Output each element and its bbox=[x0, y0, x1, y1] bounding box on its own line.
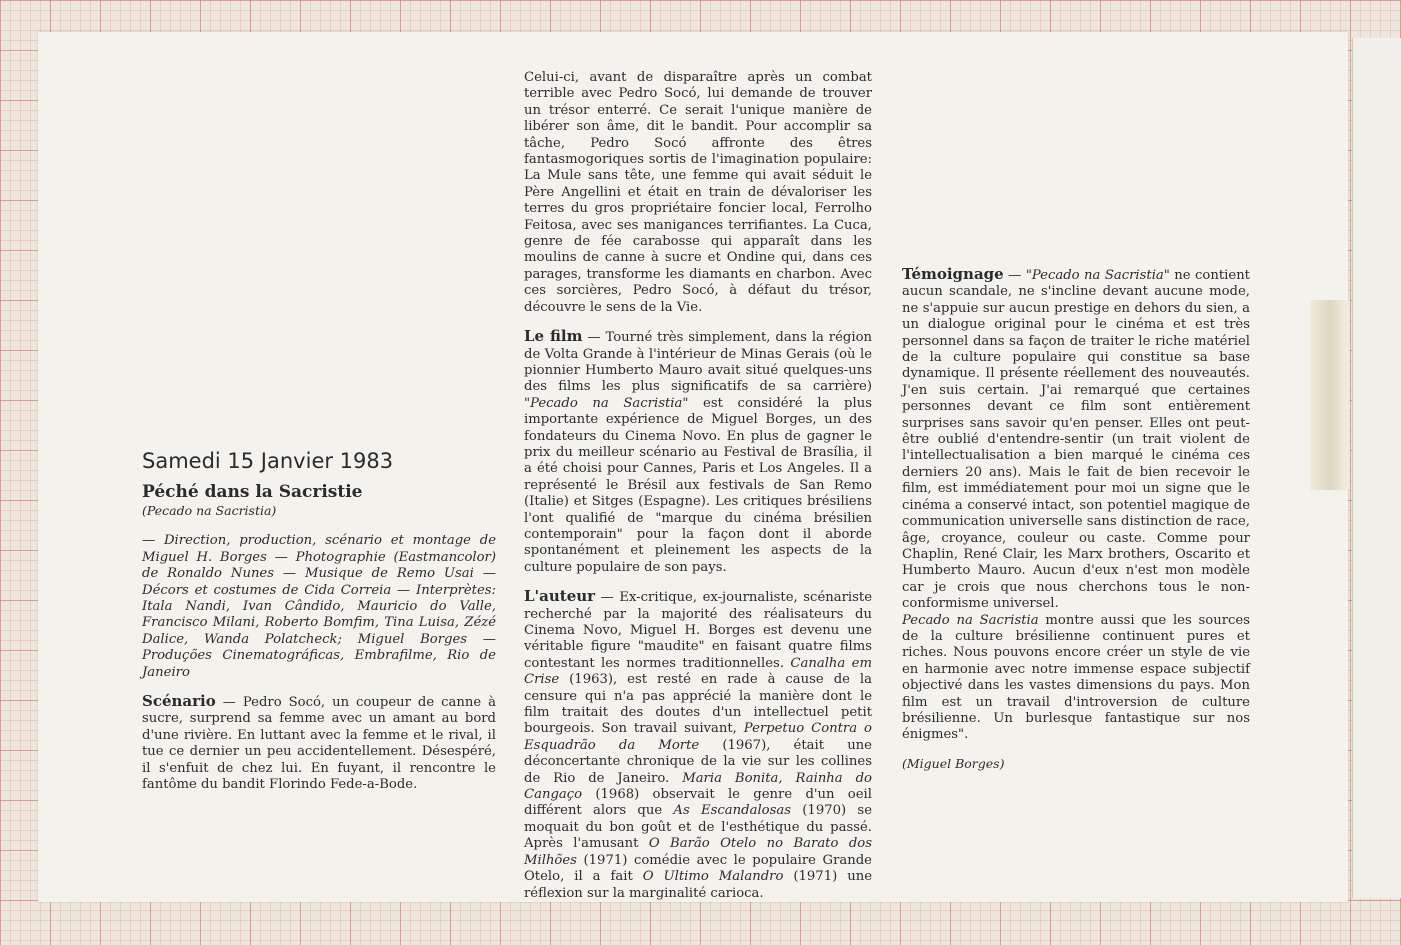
temoignage-paragraph-2 bbox=[902, 613, 1250, 744]
auteur-film-3: Maria Bonita, Rainha do Cangaço bbox=[524, 770, 872, 803]
auteur-film-6: O Ultimo Malandro bbox=[642, 869, 784, 885]
film-heading: Le film bbox=[524, 327, 583, 346]
column-1 bbox=[142, 448, 496, 806]
auteur-text-d: (1968) observait le genre d'un oeil différent alors que bbox=[524, 787, 872, 819]
temoignage-paragraph bbox=[902, 266, 1250, 613]
temoignage-text-b: montre aussi que les sources de la culture brésilienne continuent pures et riches. Nous pouvons encore créer un style de vie en harmonie avec notre immense espace subjectif objectivé dans les vastes dimensions du pays. Mon film est un travail d'introversion de culture brésilienne. Un burlesque fantastique sur nos énigmes". bbox=[902, 612, 1251, 743]
auteur-heading: L'auteur bbox=[524, 587, 596, 606]
original-title: (Pecado na Sacristia) bbox=[142, 503, 277, 518]
scenario-paragraph bbox=[142, 693, 496, 793]
auteur-film-5: O Barão Otelo no Barato dos Milhões bbox=[524, 836, 872, 868]
scenario-heading: Scénario bbox=[142, 692, 216, 711]
column-3 bbox=[902, 70, 1250, 772]
auteur-text-c: (1967), était une déconcertante chronique de la vie sur les collines de Rio de Janeiro. bbox=[524, 737, 872, 786]
auteur-flow-spacer bbox=[902, 70, 1250, 266]
bleed-through-text bbox=[150, 60, 490, 420]
signature: (Miguel Borges) bbox=[902, 755, 1005, 771]
temoignage-dash: — bbox=[1003, 268, 1026, 283]
auteur-text-g: (1971) une réflexion sur la marginalité carioca. bbox=[524, 869, 872, 901]
auteur-film-1: Canalha em Crise bbox=[524, 655, 872, 688]
auteur-film-2: Perpetuo Contra o Esquadrão da Morte bbox=[524, 721, 872, 753]
film-text-b: est considéré la plus importante expérience de Miguel Borges, un des fondateurs du Cinema Novo. En plus de gagner le prix du meilleur scénario au Festival de Brasília, il a été choisi pour Cannes, Paris et Los Angeles. Il a représenté le Brésil aux festivals de San Remo (Italie) et Sitges (Espagne). Les critiques brésiliens l'ont qualifié de "marque du cinéma brésilien contemporain" pour la façon dont il aborde spontanément et pleinement les aspects de la culture populaire de son pays. bbox=[524, 395, 872, 575]
film-title: Péché dans la Sacristie bbox=[142, 482, 363, 502]
screening-date: Samedi 15 Janvier 1983 bbox=[142, 449, 394, 473]
auteur-paragraph bbox=[524, 588, 872, 902]
auteur-film-4: As Escandalosas bbox=[673, 803, 791, 819]
film-title-ref: "Pecado na Sacristia" bbox=[524, 395, 689, 411]
temoignage-text-a: ne contient aucun scandale, ne s'incline devant aucune mode, ne s'appuie sur aucun prestige en dehors du sien, a un dialogue original pour le cinéma et est très personnel dans sa façon de traiter le riche matériel de la culture populaire qui constitue sa base dynamique. Il présente réellement des nouveautés. J'en suis certain. J'ai remarqué que certaines personnes devant ce film sont entièrement surprises sans savoir qu'en penser. Elles ont peut-être oublié d'entendre-sentir (un trait violent de l'intellectualisation a bien marqué le cinéma ces derniers 20 ans). Mais le fait de bien recevoir le film, est immédiatement pour moi un signe que le cinéma a conservé intact, son potentiel magique de communication universelle sans distinction de race, âge, croyance, couleur ou caste. Comme pour Chaplin, René Clair, les Marx brothers, Oscarito et Humberto Mauro. Aucun d'eux n'est mon modèle car je crois que nous cherchons tous le non-conformisme universel. bbox=[902, 268, 1250, 612]
temoignage-title-ref-2: Pecado na Sacristia bbox=[902, 612, 1039, 628]
column-2 bbox=[524, 70, 873, 901]
auteur-text-b: (1963), est resté en rade à cause de la censure qui n'a pas apprécié la manière dont le film traitait des doutes d'un intellectuel petit bourgeois. Son travail suivant, bbox=[524, 672, 872, 737]
temoignage-title-ref: "Pecado na Sacristia" bbox=[1025, 268, 1170, 283]
tape-fold bbox=[1310, 300, 1350, 490]
auteur-text-e: (1970) se moquait du bon goût et de l'esthétique du passé. Après l'amusant bbox=[524, 803, 872, 852]
film-text-a: — Tourné très simplement, dans la région de Volta Grande à l'intérieur de Minas Gerais (où le pionnier Humberto Mauro avait situé quelques-uns des films les plus significatifs de sa carrière) bbox=[524, 330, 873, 395]
scenario-text-1: — Pedro Socó, un coupeur de canne à sucre, surprend sa femme avec un amant au bord d'une rivière. En luttant avec la femme et le rival, il tue ce dernier un peu accidentellement. Désespéré, il s'enfuit de chez lui. En fuyant, il rencontre le fantôme du bandit Florindo Fede-a-Bode. bbox=[142, 695, 496, 793]
temoignage-heading: Témoignage bbox=[902, 265, 1004, 283]
film-credits: — Direction, production, scénario et montage de Miguel H. Borges — Photographie (Eastmancolor) de Ronaldo Nunes — Musique de Remo Usai — Décors et costumes de Cida Correia — Interprètes: Itala Nandi, Ivan Cândido, Mauricio do Valle, Francisco Milani, Roberto Bomfim, Tina Luisa, Zézé Dalice, Wanda Polatcheck; Miguel Borges — Produções Cinematográficas, Embrafilme, Rio de Janeiro bbox=[142, 533, 496, 680]
auteur-text-f: (1971) comédie avec le populaire Grande Otelo, il a fait bbox=[524, 852, 872, 885]
scenario-continued: Celui-ci, avant de disparaître après un combat terrible avec Pedro Socó, lui demande de trouver un trésor enterré. Ce serait l'unique manière de libérer son âme, dit le bandit. Pour accomplir sa tâche, Pedro Socó affronte des êtres fantasmogoriques sortis de l'imagination populaire: La Mule sans tête, une femme qui avait séduit le Père Angellini et était en train de dévaloriser les terres du gros propriétaire foncier local, Ferrolho Feitosa, avec ses manigances terrifiantes. La Cuca, genre de fée carabosse qui apparaît dans les moulins de canne à sucre et Ondine qui, dans ces parages, transforme les diamants en charbon. Avec ces sorcières, Pedro Socó, à défaut du trésor, découvre le sens de la Vie. bbox=[524, 70, 872, 315]
film-paragraph bbox=[524, 328, 872, 576]
auteur-text-a: — Ex-critique, ex-journaliste, scénariste recherché par la majorité des réalisateurs du Cinema Novo, Miguel H. Borges est devenu une véritable figure "maudite" en faisant quatre films contestant les normes traditionnelles. bbox=[524, 590, 872, 671]
next-page-edge bbox=[1352, 38, 1401, 898]
